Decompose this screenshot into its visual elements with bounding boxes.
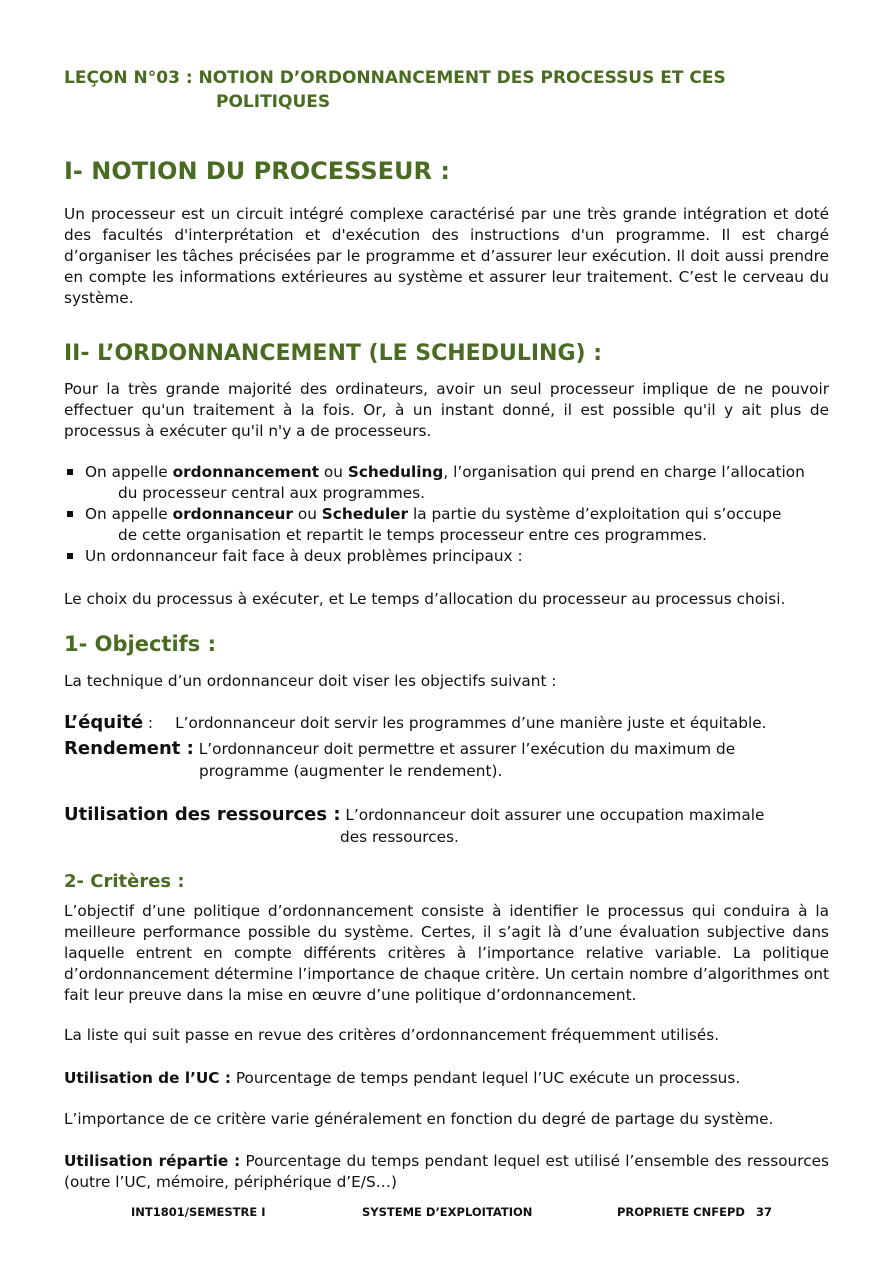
rendement-cont: programme (augmenter le rendement).	[199, 762, 503, 780]
lesson-title	[64, 66, 829, 114]
section2-heading: II- L’ORDONNANCEMENT (LE SCHEDULING) :	[64, 341, 603, 366]
square-bullet-icon	[67, 553, 73, 559]
objectifs-heading: 1- Objectifs :	[64, 632, 216, 656]
criteres-paragraph-2: La liste qui suit passe en revue des critères d’ordonnancement fréquemment utilisés.	[64, 1026, 720, 1044]
rendement-term: Rendement :	[64, 738, 194, 759]
repartie-term: Utilisation répartie :	[64, 1152, 241, 1170]
rendement-text: L’ordonnanceur doit permettre et assurer l’exécution du maximum de	[198, 740, 736, 758]
criteres-paragraph-3: L’importance de ce critère varie généralement en fonction du degré de partage du système.	[64, 1110, 774, 1128]
criteres-heading: 2- Critères :	[64, 871, 185, 892]
section1-heading: I- NOTION DU PROCESSEUR :	[64, 157, 450, 185]
uc-term: Utilisation de l’UC :	[64, 1069, 231, 1087]
choice-text: Le choix du processus à exécuter, et Le temps d’allocation du processeur au processus choisi.	[64, 590, 786, 608]
lesson-title-line2: POLITIQUES	[216, 92, 331, 112]
lesson-title-line1: LEÇON N°03 : NOTION D’ORDONNANCEMENT DES PROCESSUS ET CES	[64, 68, 726, 88]
section1-text: Un processeur est un circuit intégré complexe caractérisé par une très grande intégration et doté des facultés d'interprétation et d'exécution des instructions d'un programme. Il est chargé d’organiser les tâches précisées par le programme et d’assurer leur exécution. Il doit aussi prendre en compte les informations extérieures au système et assurer leur traitement. C’est le cerveau du système.	[64, 205, 829, 307]
bullet-item: Un ordonnanceur fait face à deux problèmes principaux :	[64, 546, 829, 567]
ressources-definition	[64, 804, 829, 848]
ressources-cont: des ressources.	[340, 828, 459, 846]
equite-definition: L’équité : L’ordonnanceur doit servir les programmes d’une manière juste et équitable.	[64, 712, 767, 733]
objectifs-intro: La technique d’un ordonnanceur doit viser les objectifs suivant :	[64, 672, 557, 690]
ressources-text: L’ordonnanceur doit assurer une occupation maximale	[345, 806, 765, 824]
square-bullet-icon	[67, 511, 73, 517]
uc-criterion: Utilisation de l’UC : Pourcentage de temps pendant lequel l’UC exécute un processus.	[64, 1069, 741, 1087]
equite-text: L’ordonnanceur doit servir les programmes d’une manière juste et équitable.	[175, 714, 767, 732]
rendement-definition	[64, 738, 829, 782]
ressources-term: Utilisation des ressources :	[64, 804, 341, 825]
bullet-item: On appelle ordonnanceur ou Scheduler la partie du système d’exploitation qui s’occupe de cette organisation et repartit le temps processeur entre ces programmes.	[64, 504, 829, 546]
bullet-list	[64, 462, 829, 567]
square-bullet-icon	[67, 469, 73, 475]
equite-term: L’équité	[64, 712, 144, 733]
section2-intro: Pour la très grande majorité des ordinateurs, avoir un seul processeur implique de ne pouvoir effectuer qu'un traitement à la fois. Or, à un instant donné, il est possible qu'il y ait plus de processus à exécuter qu'il n'y a de processeurs.	[64, 380, 829, 440]
footer-page-number: 37	[756, 1205, 773, 1219]
footer-course: INT1801/SEMESTRE I	[131, 1205, 266, 1219]
footer-subject: SYSTEME D’EXPLOITATION	[362, 1205, 533, 1219]
repartie-criterion: Utilisation répartie : Pourcentage du temps pendant lequel est utilisé l’ensemble des ressources (outre l’UC, mémoire, périphérique d’E/S…)	[64, 1152, 829, 1191]
footer-owner: PROPRIETE CNFEPD	[617, 1205, 745, 1219]
criteres-paragraph-1: L’objectif d’une politique d’ordonnancement consiste à identifier le processus qui conduira à la meilleure performance possible du système. Certes, il s’agit là d’une évaluation subjective dans laquelle entrent en compte différents critères à l’importance relative variable. La politique d’ordonnancement détermine l’importance de chaque critère. Un certain nombre d’algorithmes ont fait leur preuve dans la mise en œuvre d’une politique d’ordonnancement.	[64, 902, 829, 1004]
bullet-item: On appelle ordonnancement ou Scheduling, l’organisation qui prend en charge l’allocation du processeur central aux programmes.	[64, 462, 829, 504]
